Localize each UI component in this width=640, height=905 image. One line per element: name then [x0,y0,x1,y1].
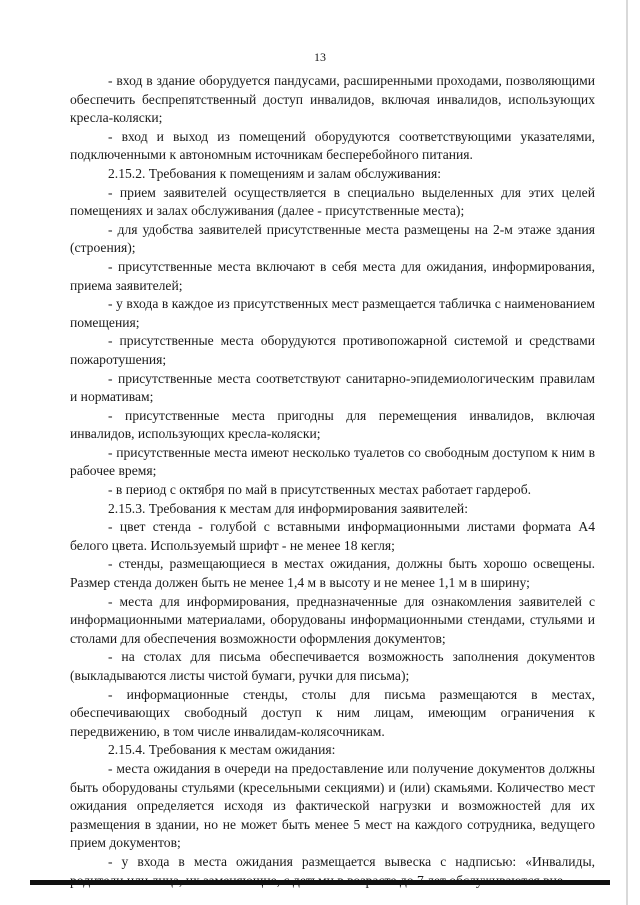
paragraph-disabled-access: - присутственные места пригодны для перемещения инвалидов, включая инвалидов, использующих кресла-коляски; [70,407,595,442]
paragraph-entrance-ramps: - вход в здание оборудуется пандусами, расширенными проходами, позволяющими обеспечить беспрепятственный доступ инвалидов, включая инвалидов, использующих кресла-коляски; [70,73,595,126]
paragraph-entrance-signs: - вход и выход из помещений оборудуются соответствующими указателями, подключенными к автономным источникам бесперебойного питания. [70,128,595,163]
paragraph-waiting-seats: - места ожидания в очереди на предоставление или получение документов должны быть оборудованы стульями (кресельными секциями) и (или) скамьями. Количество мест ожидания определяется исходя из фактической нагрузки и возможностей для их размещения в здании, но не может быть менее 5 мест на каждого сотрудника, ведущего прием документов; [70,760,595,851]
paragraph-room-plate: - у входа в каждое из присутственных мест размещается табличка с наименованием помещения; [70,296,595,330]
page-number: 13 [314,50,326,64]
paragraph-second-floor: - для удобства заявителей присутственные места размещены на 2-м этаже здания (строения); [70,221,595,256]
paragraph-free-access: - информационные стенды, столы для письма размещаются в местах, обеспечивающих свободный доступ к ним лицам, имеющим ограничения к передвижению, в том числе инвалидам-колясочникам. [70,686,595,739]
paragraph-stand-size: - стенды, размещающиеся в местах ожидания, должны быть хорошо освещены. Размер стенда должен быть не менее 1,4 м в высоту и не менее 1,1 м в ширину; [70,556,595,591]
right-scan-edge [626,0,628,905]
paragraph-cloakroom: - в период с октября по май в присутственных местах работает гардероб. [108,482,532,498]
paragraph-stand-color: - цвет стенда - голубой с вставными информационными листами формата А4 белого цвета. Используемый шрифт - не менее 18 кегля; [70,519,595,553]
document-body [70,72,595,890]
paragraph-fire-system: - присутственные места оборудуются противопожарной системой и средствами пожаротушения; [70,333,595,367]
paragraph-toilets: - присутственные места имеют несколько туалетов со свободным доступом к ним в рабочее время; [70,444,595,479]
paragraph-sanitary-rules: - присутственные места соответствуют санитарно-эпидемиологическим правилам и нормативам; [70,370,595,405]
section-heading-2-15-4: 2.15.4. Требования к местам ожидания: [108,742,336,758]
paragraph-info-places: - места для информирования, предназначенные для ознакомления заявителей с информационными материалами, оборудованы информационными стендами, стульями и столами для обеспечения возможности оформления документов; [70,593,595,646]
section-heading-2-15-2: 2.15.2. Требования к помещениям и залам обслуживания: [108,165,442,181]
bottom-scan-border [30,880,610,885]
paragraph-waiting-sign: - у входа в места ожидания размещается вывеска с надписью: «Инвалиды, [108,853,595,869]
paragraph-reception-rooms: - прием заявителей осуществляется в специально выделенных для этих целей помещениях и залах обслуживания (далее - присутственные места); [70,184,595,219]
section-heading-2-15-3: 2.15.3. Требования к местам для информирования заявителей: [108,500,468,516]
paragraph-writing-tables: - на столах для письма обеспечивается возможность заполнения документов (выкладываются листы чистой бумаги, ручки для письма); [70,649,595,683]
paragraph-places-include: - присутственные места включают в себя места для ожидания, информирования, приема заявителей; [70,258,595,293]
